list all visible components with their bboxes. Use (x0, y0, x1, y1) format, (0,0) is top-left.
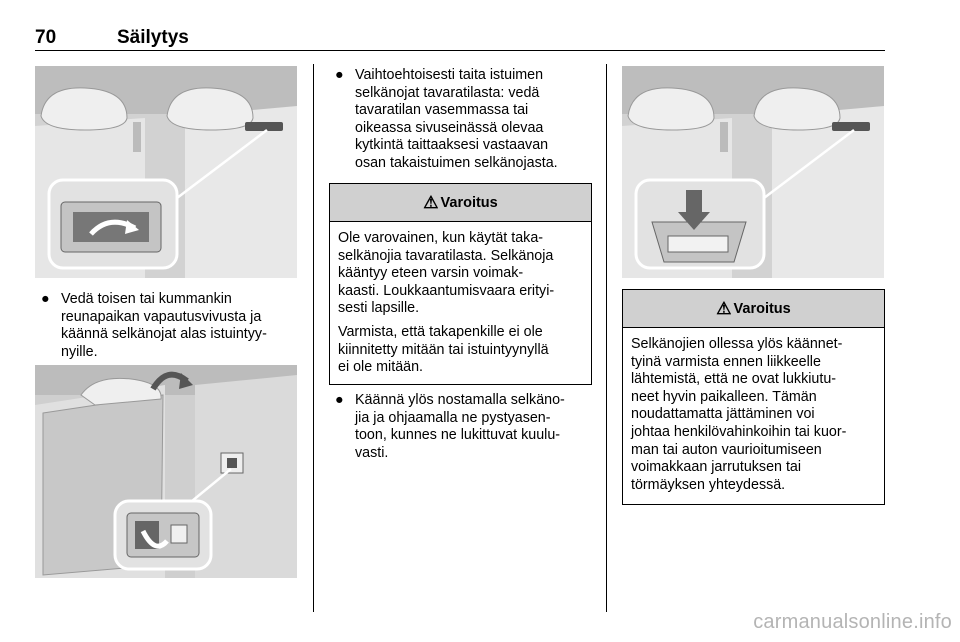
cargo-area-switch-illustration (35, 365, 297, 578)
text-line: nyille. (61, 343, 98, 360)
column-divider-right (606, 64, 607, 612)
text-line: jia ja ohjaamalla ne pystyasen- (355, 409, 551, 426)
text-line: reunapaikan vapautusvivusta ja (61, 308, 262, 325)
warning-icon: ⚠ (423, 192, 439, 212)
text-line: selkänojat tavaratilasta: vedä (355, 84, 540, 101)
column-divider-left (313, 64, 314, 612)
page-header (35, 27, 885, 51)
instruction-raise-backrests (335, 392, 603, 464)
bullet-symbol: ● (41, 291, 50, 307)
text-line: Vaihtoehtoisesti taita istuimen (355, 67, 544, 83)
text-line: toon, kunnes ne lukittuvat kuulu- (355, 427, 561, 444)
watermark: carmanualsonline.info (753, 611, 952, 633)
warning-box-locking (622, 289, 885, 505)
warning-header (623, 290, 884, 328)
warning-paragraph: Selkänojien ollessa ylös käännet- tyinä varmista ennen liikkeelle lähtemistä, että ne ovat lukkiutu- neet hyvin paikalleen. Tämän noudattamatta jättäminen voi johtaa henkilövahinkoihin tai kuor- man tai auton vaurioitumiseen voimakkaan jarrutuksen tai törmäyksen yhteydessä. (631, 336, 847, 493)
warning-title: Varoitus (440, 194, 498, 211)
backrest-lock-illustration (622, 66, 884, 278)
warning-paragraph: Varmista, että takapenkille ei ole kiinnitetty mitään tai istuintyynyllä ei ole mitään. (338, 323, 549, 376)
text-line: osan takaistuimen selkänojasta. (355, 154, 558, 171)
text-line: kytkintä taittaaksesi vastaavan (355, 137, 549, 154)
warning-title: Varoitus (733, 300, 791, 317)
text-line: tavaratilan vasemmassa tai (355, 102, 529, 119)
instruction-alternative-fold (335, 67, 601, 175)
warning-header (330, 184, 591, 222)
text-line: käännä selkänojat alas istuintyy- (61, 326, 267, 343)
text-line: Vedä toisen tai kummankin (61, 291, 232, 307)
warning-icon: ⚠ (716, 298, 732, 318)
chapter-title: Säilytys (117, 27, 189, 48)
bullet-symbol: ● (335, 67, 344, 83)
page-number: 70 (35, 27, 57, 48)
seat-release-lever-illustration (35, 66, 297, 278)
warning-box-folding (329, 183, 592, 385)
instruction-pull-lever (41, 291, 309, 363)
bullet-symbol: ● (335, 392, 344, 408)
text-line: vasti. (355, 444, 389, 461)
text-line: oikeassa sivuseinässä olevaa (355, 119, 544, 136)
text-line: Käännä ylös nostamalla selkäno- (355, 392, 565, 408)
warning-paragraph: Ole varovainen, kun käytät taka- selkänojia tavaratilasta. Selkänoja kääntyy eteen varsin voimak- kaasti. Loukkaantumisvaara erityi- sesti lapsille. (338, 230, 555, 317)
